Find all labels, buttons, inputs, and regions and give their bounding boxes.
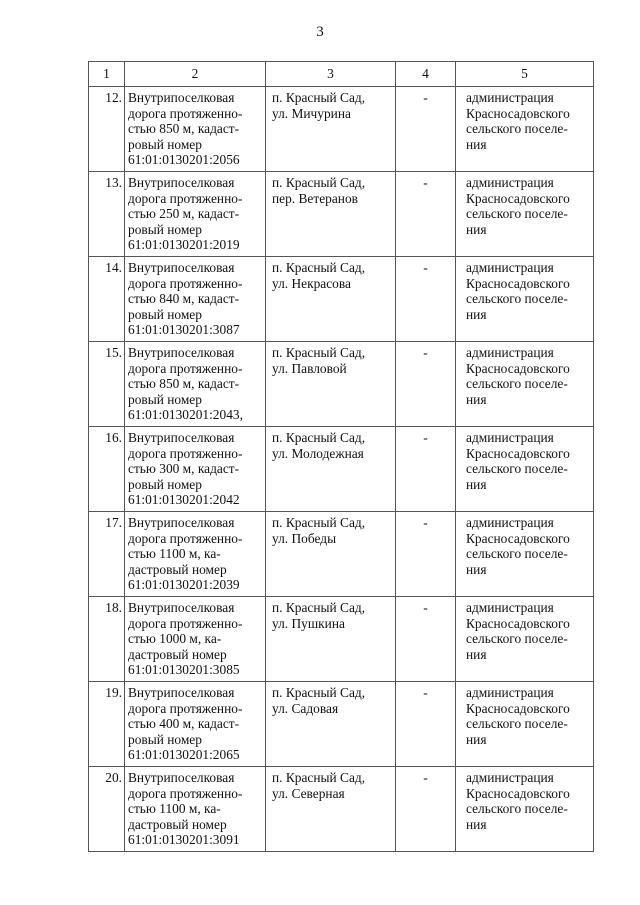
road-description-line: ровый номер <box>128 391 202 407</box>
road-description <box>125 342 266 427</box>
road-description-line: дастровый номер <box>128 816 227 832</box>
road-description-line: дорога протяженно- <box>128 785 243 801</box>
road-location-line: ул. Победы <box>272 530 337 546</box>
road-description-line: дорога протяженно- <box>128 530 243 546</box>
road-description-line: дорога протяженно- <box>128 700 243 716</box>
road-owner-line: ния <box>466 646 487 662</box>
road-description-line: стью 400 м, кадаст- <box>128 716 240 732</box>
road-location-line: ул. Садовая <box>272 700 339 716</box>
road-description-line: 61:01:0130201:2039 <box>128 577 240 593</box>
road-owner-line: администрация <box>466 600 554 615</box>
col4-value: - <box>396 427 456 512</box>
road-description-line: 61:01:0130201:3085 <box>128 662 240 678</box>
road-location-line: ул. Некрасова <box>272 275 351 291</box>
road-description-line: дастровый номер <box>128 646 227 662</box>
road-location <box>266 172 396 257</box>
road-description <box>125 257 266 342</box>
row-number: 17. <box>89 512 125 597</box>
road-location-line: п. Красный Сад, <box>272 90 366 105</box>
road-owner-line: ния <box>466 476 487 492</box>
table-header-row <box>89 62 594 87</box>
page-number: 3 <box>316 24 324 40</box>
road-location-line: п. Красный Сад, <box>272 770 366 785</box>
road-owner-line: администрация <box>466 90 554 105</box>
road-location-line: пер. Ветеранов <box>272 190 358 206</box>
road-location <box>266 597 396 682</box>
row-number: 20. <box>89 767 125 852</box>
row-number: 12. <box>89 87 125 172</box>
road-description-line: Внутрипоселковая <box>128 685 235 700</box>
road-location-line: ул. Северная <box>272 785 345 801</box>
road-location-line: ул. Молодежная <box>272 445 364 461</box>
road-description-line: дорога протяженно- <box>128 105 243 121</box>
road-description-line: 61:01:0130201:2043, <box>128 407 243 423</box>
header-col-1: 1 <box>89 62 125 87</box>
table-row <box>89 767 594 852</box>
road-owner-line: ния <box>466 561 487 577</box>
road-owner-line: администрация <box>466 685 554 700</box>
header-col-5: 5 <box>456 62 594 87</box>
road-description-line: ровый номер <box>128 306 202 322</box>
road-location-line: ул. Мичурина <box>272 105 351 121</box>
road-description <box>125 427 266 512</box>
row-number: 19. <box>89 682 125 767</box>
road-location-line: ул. Пушкина <box>272 615 345 631</box>
col4-value: - <box>396 682 456 767</box>
road-description-line: Внутрипоселковая <box>128 515 235 530</box>
road-description-line: стью 840 м, кадаст- <box>128 291 240 307</box>
road-owner-line: сельского поселе- <box>466 461 568 477</box>
road-description <box>125 597 266 682</box>
road-description-line: Внутрипоселковая <box>128 600 235 615</box>
table-row <box>89 257 594 342</box>
road-owner-line: сельского поселе- <box>466 716 568 732</box>
road-description-line: стью 1100 м, ка- <box>128 546 221 562</box>
road-location-line: п. Красный Сад, <box>272 600 366 615</box>
road-description-line: стью 850 м, кадаст- <box>128 121 240 137</box>
road-owner-line: Красносадовского <box>466 190 570 206</box>
road-description-line: Внутрипоселковая <box>128 260 235 275</box>
row-number: 18. <box>89 597 125 682</box>
road-owner-line: ния <box>466 731 487 747</box>
road-owner-line: сельского поселе- <box>466 121 568 137</box>
road-location-line: п. Красный Сад, <box>272 260 366 275</box>
road-registry-table <box>88 61 594 852</box>
road-owner-line: администрация <box>466 770 554 785</box>
road-description-line: 61:01:0130201:2042 <box>128 492 240 508</box>
road-description-line: ровый номер <box>128 731 202 747</box>
road-description-line: 61:01:0130201:2019 <box>128 237 240 253</box>
header-col-2: 2 <box>125 62 266 87</box>
road-location <box>266 342 396 427</box>
road-location-line: п. Красный Сад, <box>272 345 366 360</box>
road-description-line: стью 250 м, кадаст- <box>128 206 240 222</box>
road-owner <box>456 512 594 597</box>
road-description-line: Внутрипоселковая <box>128 770 235 785</box>
road-location <box>266 87 396 172</box>
road-description-line: 61:01:0130201:3091 <box>128 832 240 848</box>
road-owner-line: сельского поселе- <box>466 291 568 307</box>
road-location-line: п. Красный Сад, <box>272 175 366 190</box>
road-description-line: дорога протяженно- <box>128 190 243 206</box>
row-number: 16. <box>89 427 125 512</box>
road-owner-line: Красносадовского <box>466 615 570 631</box>
row-number: 13. <box>89 172 125 257</box>
road-owner-line: сельского поселе- <box>466 546 568 562</box>
road-location <box>266 767 396 852</box>
road-description <box>125 87 266 172</box>
road-owner-line: Красносадовского <box>466 105 570 121</box>
road-location-line: п. Красный Сад, <box>272 685 366 700</box>
road-description <box>125 172 266 257</box>
col4-value: - <box>396 257 456 342</box>
road-owner-line: администрация <box>466 175 554 190</box>
road-description-line: Внутрипоселковая <box>128 90 235 105</box>
table-row <box>89 682 594 767</box>
col4-value: - <box>396 512 456 597</box>
road-owner-line: сельского поселе- <box>466 801 568 817</box>
road-owner-line: ния <box>466 391 487 407</box>
road-description <box>125 767 266 852</box>
road-description-line: ровый номер <box>128 136 202 152</box>
road-description <box>125 682 266 767</box>
road-owner-line: ния <box>466 306 487 322</box>
road-location <box>266 427 396 512</box>
road-description-line: дорога протяженно- <box>128 615 243 631</box>
road-owner <box>456 597 594 682</box>
road-description-line: стью 300 м, кадаст- <box>128 461 240 477</box>
road-owner-line: сельского поселе- <box>466 206 568 222</box>
road-owner <box>456 342 594 427</box>
road-owner <box>456 767 594 852</box>
table-row <box>89 427 594 512</box>
road-description-line: Внутрипоселковая <box>128 175 235 190</box>
road-owner-line: ния <box>466 816 487 832</box>
table-row <box>89 512 594 597</box>
road-description <box>125 512 266 597</box>
road-owner-line: сельского поселе- <box>466 631 568 647</box>
road-description-line: стью 1000 м, ка- <box>128 631 222 647</box>
header-col-3: 3 <box>266 62 396 87</box>
road-location-line: ул. Павловой <box>272 360 347 376</box>
road-owner-line: Красносадовского <box>466 700 570 716</box>
road-description-line: дорога протяженно- <box>128 360 243 376</box>
road-owner-line: администрация <box>466 345 554 360</box>
road-owner <box>456 257 594 342</box>
road-location <box>266 512 396 597</box>
road-owner <box>456 87 594 172</box>
road-location <box>266 682 396 767</box>
table-row <box>89 87 594 172</box>
road-description-line: стью 1100 м, ка- <box>128 801 221 817</box>
road-owner-line: Красносадовского <box>466 275 570 291</box>
road-owner-line: Красносадовского <box>466 360 570 376</box>
road-description-line: ровый номер <box>128 476 202 492</box>
road-owner-line: ния <box>466 221 487 237</box>
road-location <box>266 257 396 342</box>
road-owner-line: администрация <box>466 260 554 275</box>
road-owner-line: Красносадовского <box>466 530 570 546</box>
road-owner-line: ния <box>466 136 487 152</box>
table-row <box>89 597 594 682</box>
road-description-line: дорога протяженно- <box>128 275 243 291</box>
col4-value: - <box>396 87 456 172</box>
road-description-line: Внутрипоселковая <box>128 345 235 360</box>
road-owner-line: сельского поселе- <box>466 376 568 392</box>
road-owner-line: Красносадовского <box>466 785 570 801</box>
road-description-line: Внутрипоселковая <box>128 430 235 445</box>
col4-value: - <box>396 597 456 682</box>
road-description-line: дорога протяженно- <box>128 445 243 461</box>
road-description-line: дастровый номер <box>128 561 227 577</box>
road-description-line: 61:01:0130201:3087 <box>128 322 240 338</box>
row-number: 15. <box>89 342 125 427</box>
road-location-line: п. Красный Сад, <box>272 515 366 530</box>
road-owner-line: администрация <box>466 430 554 445</box>
road-owner <box>456 427 594 512</box>
table-row <box>89 342 594 427</box>
road-owner <box>456 172 594 257</box>
road-location-line: п. Красный Сад, <box>272 430 366 445</box>
road-description-line: стью 850 м, кадаст- <box>128 376 240 392</box>
road-description-line: ровый номер <box>128 221 202 237</box>
road-description-line: 61:01:0130201:2065 <box>128 747 240 763</box>
road-owner <box>456 682 594 767</box>
col4-value: - <box>396 767 456 852</box>
table-row <box>89 172 594 257</box>
col4-value: - <box>396 172 456 257</box>
header-col-4: 4 <box>396 62 456 87</box>
road-owner-line: Красносадовского <box>466 445 570 461</box>
col4-value: - <box>396 342 456 427</box>
row-number: 14. <box>89 257 125 342</box>
road-owner-line: администрация <box>466 515 554 530</box>
road-description-line: 61:01:0130201:2056 <box>128 152 240 168</box>
